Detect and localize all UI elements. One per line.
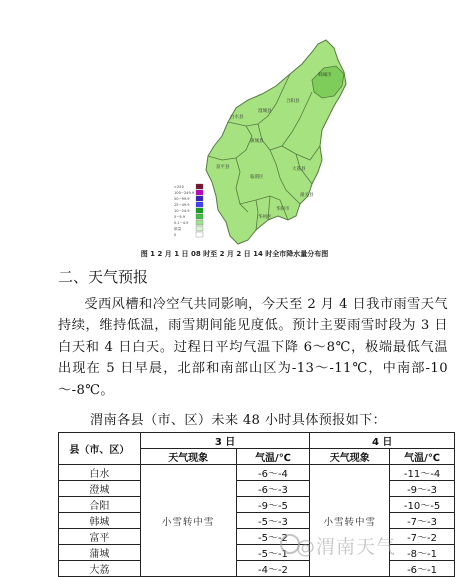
region-label: 富平县 bbox=[216, 165, 230, 170]
region-label: 蒲城县 bbox=[250, 139, 264, 144]
header-day2: 4 日 bbox=[310, 433, 455, 449]
legend-label: 0.1~4.9 bbox=[174, 221, 189, 225]
county-cell: 富平 bbox=[59, 529, 141, 545]
region-label: 白水县 bbox=[230, 115, 244, 120]
table-row bbox=[59, 481, 455, 497]
region-label: 华阴市 bbox=[276, 207, 290, 212]
table-intro: 渭南各县（市、区）未来 48 小时具体预报如下： bbox=[90, 413, 387, 428]
legend-swatch bbox=[196, 232, 203, 237]
region-label: 临渭区 bbox=[250, 175, 264, 180]
county-cell: 合阳 bbox=[59, 497, 141, 513]
legend-swatch bbox=[196, 226, 203, 231]
county-cell: 大荔 bbox=[59, 561, 141, 577]
legend-label: 5~9.9 bbox=[174, 215, 186, 219]
map-caption: 图 1 2 月 1 日 08 时至 2 月 2 日 14 时全市降水量分布图 bbox=[140, 250, 329, 258]
day2-temp-cell: -8～-1 bbox=[390, 545, 455, 561]
legend-label: >250 bbox=[174, 185, 184, 189]
county-cell: 白水 bbox=[59, 465, 141, 481]
day2-temp-cell: -11～-4 bbox=[390, 465, 455, 481]
county-cell: 蒲城 bbox=[59, 545, 141, 561]
subheader-temp: 气温/℃ bbox=[390, 449, 455, 465]
day1-temp-cell: -6～-4 bbox=[236, 465, 310, 481]
legend-swatch bbox=[196, 208, 203, 213]
legend-label: 50~99.9 bbox=[174, 197, 190, 201]
map-svg bbox=[0, 0, 469, 262]
day2-temp-cell: -7～-2 bbox=[390, 529, 455, 545]
region-label: 澄城县 bbox=[258, 109, 272, 114]
legend-label: 100~249.9 bbox=[174, 191, 195, 195]
legend-swatch bbox=[196, 202, 203, 207]
watermark: @渭南天气 bbox=[296, 536, 397, 558]
section-heading: 二、天气预报 bbox=[58, 268, 149, 286]
subheader-weather: 天气现象 bbox=[140, 449, 236, 465]
forecast-paragraph: 受西风槽和冷空气共同影响，今天至 2 月 4 日我市雨雪天气持续，维持低温，雨雪期间能见度低。预计主要雨雪时段为 3 日白天和 4 日白天。过程日平均气温下降 6～8℃，极端最低气温出现在 5 日早晨，北部和南部山区为-13～-11℃，中南部-10～-8℃。 bbox=[58, 297, 448, 398]
region-label: 大荔县 bbox=[292, 167, 306, 172]
header-day1: 3 日 bbox=[140, 433, 310, 449]
table-row bbox=[59, 497, 455, 513]
map-legend bbox=[174, 184, 203, 237]
day2-temp-cell: -7～-3 bbox=[390, 513, 455, 529]
table-row bbox=[59, 465, 455, 481]
day1-temp-cell: -5～-1 bbox=[236, 545, 310, 561]
subheader-temp: 气温/℃ bbox=[236, 449, 310, 465]
day1-temp-cell: -4～-2 bbox=[236, 561, 310, 577]
day1-temp-cell: -5～-3 bbox=[236, 513, 310, 529]
legend-label: 25~49.9 bbox=[174, 203, 190, 207]
precipitation-map bbox=[0, 0, 469, 262]
region-label: 华州区 bbox=[258, 215, 272, 220]
table-header-row bbox=[59, 433, 455, 449]
region-label: 合阳县 bbox=[286, 99, 300, 104]
table-row bbox=[59, 513, 455, 529]
day1-weather-cell: 小雪转中雪 bbox=[140, 465, 236, 577]
region-label: 潼关县 bbox=[300, 193, 314, 198]
legend-label: 微量 bbox=[174, 227, 182, 231]
legend-swatch bbox=[196, 196, 203, 201]
subheader-weather: 天气现象 bbox=[310, 449, 390, 465]
header-county: 县（市、区） bbox=[59, 433, 141, 465]
region-label: 韩城市 bbox=[318, 73, 332, 78]
day1-temp-cell: -6～-3 bbox=[236, 481, 310, 497]
day1-temp-cell: -5～-2 bbox=[236, 529, 310, 545]
legend-swatch bbox=[196, 190, 203, 195]
legend-swatch bbox=[196, 184, 203, 189]
legend-label: 10~24.9 bbox=[174, 209, 190, 213]
day2-temp-cell: -10～-5 bbox=[390, 497, 455, 513]
county-cell: 澄城 bbox=[59, 481, 141, 497]
legend-swatch bbox=[196, 220, 203, 225]
day2-temp-cell: -9～-3 bbox=[390, 481, 455, 497]
county-cell: 韩城 bbox=[59, 513, 141, 529]
day1-temp-cell: -9～-5 bbox=[236, 497, 310, 513]
legend-label: 0 bbox=[174, 233, 177, 237]
day2-temp-cell: -6～-1 bbox=[390, 561, 455, 577]
legend-swatch bbox=[196, 214, 203, 219]
day2-weather-cell: 小雪转中雪 bbox=[310, 465, 390, 577]
